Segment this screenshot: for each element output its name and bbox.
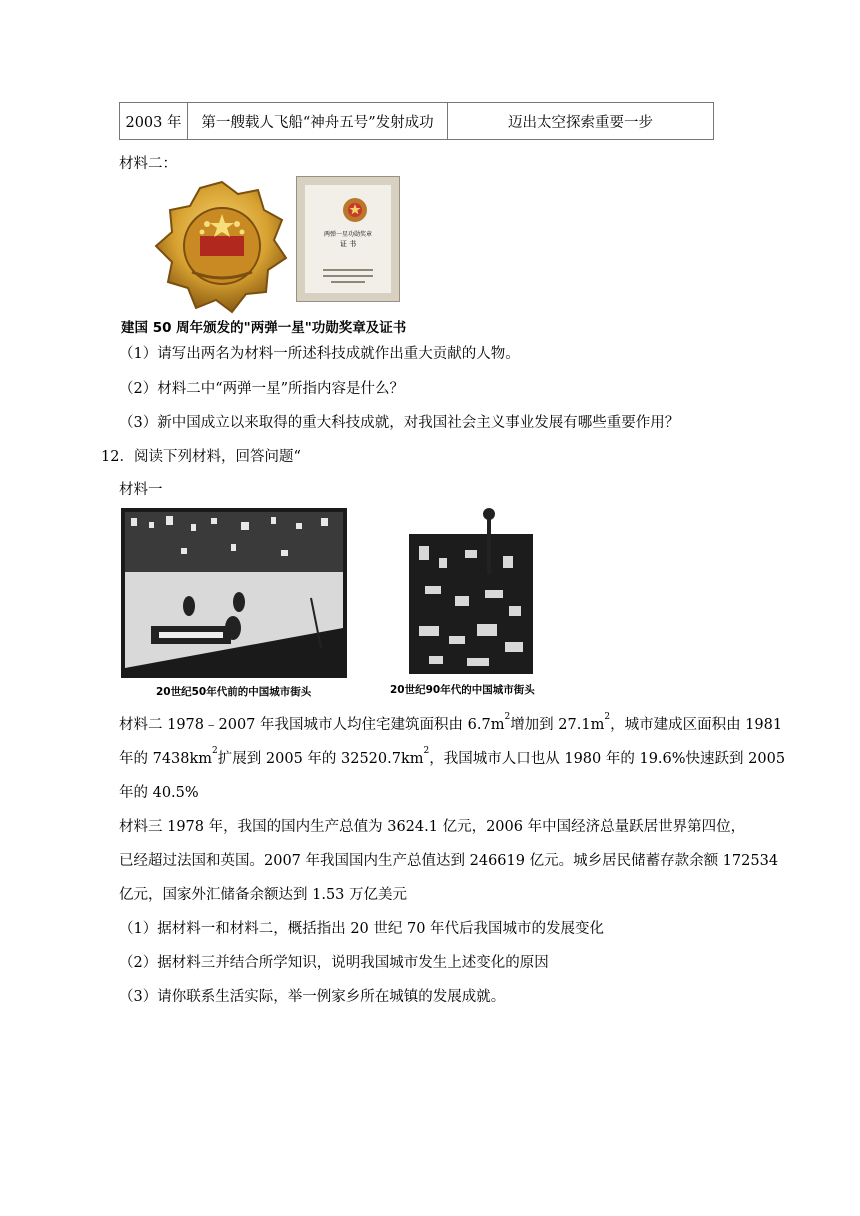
medal-image: [152, 180, 292, 315]
material3-text-line1: 材料三 1978 年，我国的国内生产总值为 3624.1 亿元，2006 年中国经济总量跃居世界第四位，: [119, 819, 746, 835]
material2-caption: 建国 50 周年颁发的"两弹一星"功勋奖章及证书: [121, 320, 407, 336]
achievement-table-row: [119, 102, 714, 140]
certificate-title: 两弹一星功勋奖章: [323, 231, 372, 238]
superscript: 2: [604, 712, 611, 722]
m2-text: ，我国城市人口也从 1980 年的 19.6%快速跃到 2005: [429, 751, 786, 767]
certificate-text-line: [331, 281, 365, 283]
m2-text: 材料二 1978﹣2007 年我国城市人均住宅建筑面积由 6.7m: [119, 717, 505, 733]
superscript: 2: [504, 712, 511, 722]
certificate-word: 证 书: [339, 240, 357, 248]
superscript: 2: [423, 746, 430, 756]
photo2-caption: 20世纪90年代的中国城市街头: [390, 684, 535, 696]
q12-question-2: （2）据材料三并结合所学知识，说明我国城市发生上述变化的原因: [119, 955, 549, 971]
certificate-text-line: [323, 269, 373, 271]
certificate-image: [296, 176, 400, 302]
certificate-text-line: [323, 275, 373, 277]
material1-label: 材料一: [119, 482, 163, 498]
m2-text: 增加到 27.1m: [510, 717, 605, 733]
material3-text-line3: 亿元，国家外汇储备余额达到 1.53 万亿美元: [119, 887, 408, 903]
superscript: 2: [212, 746, 218, 756]
m2-text: 年的 7438km: [119, 751, 213, 767]
old-street-photo: [121, 508, 347, 678]
national-emblem-icon: [342, 197, 368, 223]
material3-text-line2: 已经超过法国和英国。2007 年我国国内生产总值达到 246619 亿元。城乡居民储蓄存款余额 172534: [119, 853, 779, 869]
m2-text: ，城市建成区面积由 1981: [610, 717, 783, 733]
material2-text-line3: 年的 40.5%: [119, 785, 199, 801]
table-cell-year: 2003 年: [120, 103, 188, 139]
material2-text-line1: [119, 713, 782, 734]
modern-street-photo: [405, 506, 537, 676]
material2-label: 材料二：: [119, 156, 177, 172]
material2-text-line2: [119, 747, 785, 768]
q12-question-3: （3）请你联系生活实际，举一例家乡所在城镇的发展成就。: [119, 989, 506, 1005]
q11-question-2: （2）材料二中“两弹一星”所指内容是什么？: [119, 381, 405, 397]
q11-question-1: （1）请写出两名为材料一所述科技成就作出重大贡献的人物。: [119, 346, 520, 362]
table-cell-significance: 迈出太空探索重要一步: [508, 114, 653, 131]
m2-text: 扩展到 2005 年的 32520.7km: [217, 751, 424, 767]
table-cell-event: 第一艘载人飞船“神舟五号”发射成功: [188, 103, 448, 139]
q11-question-3: （3）新中国成立以来取得的重大科技成就，对我国社会主义事业发展有哪些重要作用？: [119, 415, 680, 431]
question-12-title: 12．阅读下列材料，回答问题“: [101, 449, 301, 465]
q12-question-1: （1）据材料一和材料二，概括指出 20 世纪 70 年代后我国城市的发展变化: [119, 921, 605, 937]
photo1-caption: 20世纪50年代前的中国城市街头: [156, 686, 312, 698]
